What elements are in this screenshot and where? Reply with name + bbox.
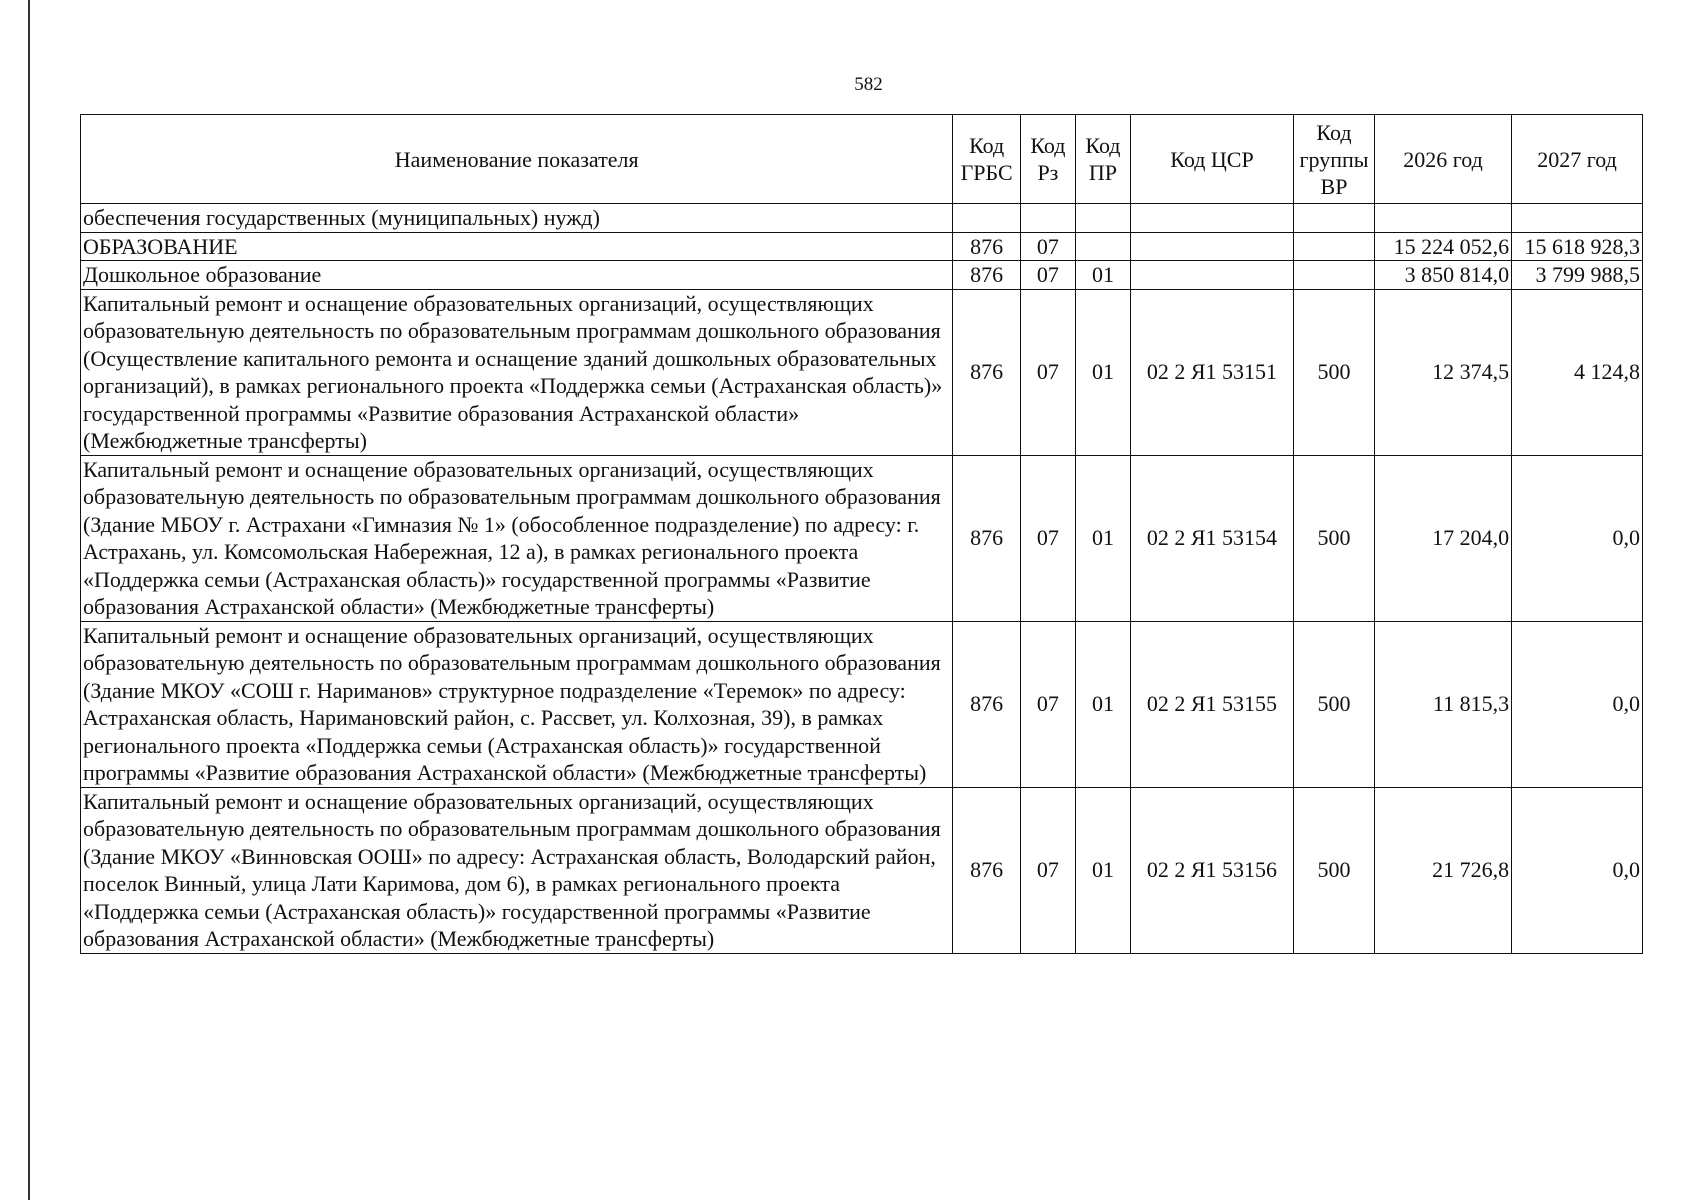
page-number: 582	[854, 74, 883, 95]
cell-pr	[1075, 204, 1130, 233]
cell-2027: 0,0	[1512, 621, 1643, 787]
cell-grbs	[953, 204, 1021, 233]
cell-vr: 500	[1294, 621, 1375, 787]
cell-name: ОБРАЗОВАНИЕ	[81, 232, 953, 261]
cell-pr: 01	[1075, 261, 1130, 290]
cell-2026	[1375, 204, 1512, 233]
cell-pr: 01	[1075, 289, 1130, 455]
cell-csr: 02 2 Я1 53151	[1130, 289, 1293, 455]
cell-vr: 500	[1294, 289, 1375, 455]
cell-csr	[1130, 232, 1293, 261]
cell-rz: 07	[1020, 787, 1075, 953]
header-pr: Код ПР	[1075, 115, 1130, 204]
cell-name: Капитальный ремонт и оснащение образовательных организаций, осуществляющих образовательную деятельность по образовательным программам дошкольного образования (Здание МКОУ «СОШ г. Нариманов» структурное подразделение «Теремок» по адресу: Астраханская область, Наримановский район, с. Рассвет, ул. Колхозная, 39), в рамках регионального проекта «Поддержка семьи (Астраханская область)» государственной программы «Развитие образования Астраханской области» (Межбюджетные трансферты)	[81, 621, 953, 787]
cell-2026: 17 204,0	[1375, 455, 1512, 621]
cell-grbs: 876	[953, 787, 1021, 953]
cell-pr	[1075, 232, 1130, 261]
cell-rz: 07	[1020, 261, 1075, 290]
cell-csr: 02 2 Я1 53156	[1130, 787, 1293, 953]
cell-csr	[1130, 261, 1293, 290]
cell-grbs: 876	[953, 455, 1021, 621]
cell-2027: 15 618 928,3	[1512, 232, 1643, 261]
header-csr: Код ЦСР	[1130, 115, 1293, 204]
table-row	[81, 232, 1643, 261]
cell-pr: 01	[1075, 455, 1130, 621]
cell-vr: 500	[1294, 787, 1375, 953]
cell-2027: 3 799 988,5	[1512, 261, 1643, 290]
cell-vr	[1294, 232, 1375, 261]
header-grbs: Код ГРБС	[953, 115, 1021, 204]
cell-vr: 500	[1294, 455, 1375, 621]
cell-name: Капитальный ремонт и оснащение образовательных организаций, осуществляющих образовательную деятельность по образовательным программам дошкольного образования (Здание МБОУ г. Астрахани «Гимназия № 1» (обособленное подразделение) по адресу: г. Астрахань, ул. Комсомольская Набережная, 12 а), в рамках регионального проекта «Поддержка семьи (Астраханская область)» государственной программы «Развитие образования Астраханской области» (Межбюджетные трансферты)	[81, 455, 953, 621]
cell-vr	[1294, 204, 1375, 233]
cell-csr: 02 2 Я1 53155	[1130, 621, 1293, 787]
cell-name: обеспечения государственных (муниципальных) нужд)	[81, 204, 953, 233]
cell-2027	[1512, 204, 1643, 233]
cell-2026: 21 726,8	[1375, 787, 1512, 953]
header-2026: 2026 год	[1375, 115, 1512, 204]
cell-pr: 01	[1075, 621, 1130, 787]
cell-2026: 12 374,5	[1375, 289, 1512, 455]
left-margin-rule	[28, 0, 30, 1200]
table-row	[81, 204, 1643, 233]
cell-2026: 15 224 052,6	[1375, 232, 1512, 261]
cell-vr	[1294, 261, 1375, 290]
header-rz: Код Рз	[1020, 115, 1075, 204]
cell-rz: 07	[1020, 455, 1075, 621]
cell-grbs: 876	[953, 261, 1021, 290]
table-header-row	[81, 115, 1643, 204]
cell-name: Капитальный ремонт и оснащение образовательных организаций, осуществляющих образовательную деятельность по образовательным программам дошкольного образования (Здание МКОУ «Винновская ООШ» по адресу: Астраханская область, Володарский район, поселок Винный, улица Лати Каримова, дом 6), в рамках регионального проекта «Поддержка семьи (Астраханская область)» государственной программы «Развитие образования Астраханской области» (Межбюджетные трансферты)	[81, 787, 953, 953]
table-row	[81, 455, 1643, 621]
table-row	[81, 621, 1643, 787]
header-name: Наименование показателя	[81, 115, 953, 204]
budget-table	[80, 114, 1643, 954]
table-row	[81, 787, 1643, 953]
cell-rz	[1020, 204, 1075, 233]
cell-grbs: 876	[953, 232, 1021, 261]
cell-name: Дошкольное образование	[81, 261, 953, 290]
table-row	[81, 289, 1643, 455]
cell-2026: 11 815,3	[1375, 621, 1512, 787]
cell-csr	[1130, 204, 1293, 233]
header-2027: 2027 год	[1512, 115, 1643, 204]
cell-rz: 07	[1020, 289, 1075, 455]
header-vr: Код группы ВР	[1294, 115, 1375, 204]
cell-2027: 0,0	[1512, 455, 1643, 621]
cell-grbs: 876	[953, 289, 1021, 455]
cell-rz: 07	[1020, 232, 1075, 261]
table-row	[81, 261, 1643, 290]
cell-2027: 0,0	[1512, 787, 1643, 953]
cell-csr: 02 2 Я1 53154	[1130, 455, 1293, 621]
cell-grbs: 876	[953, 621, 1021, 787]
cell-rz: 07	[1020, 621, 1075, 787]
cell-2027: 4 124,8	[1512, 289, 1643, 455]
cell-pr: 01	[1075, 787, 1130, 953]
cell-2026: 3 850 814,0	[1375, 261, 1512, 290]
cell-name: Капитальный ремонт и оснащение образовательных организаций, осуществляющих образовательную деятельность по образовательным программам дошкольного образования (Осуществление капитального ремонта и оснащение зданий дошкольных образовательных организаций), в рамках регионального проекта «Поддержка семьи (Астраханская область)» государственной программы «Развитие образования Астраханской области» (Межбюджетные трансферты)	[81, 289, 953, 455]
